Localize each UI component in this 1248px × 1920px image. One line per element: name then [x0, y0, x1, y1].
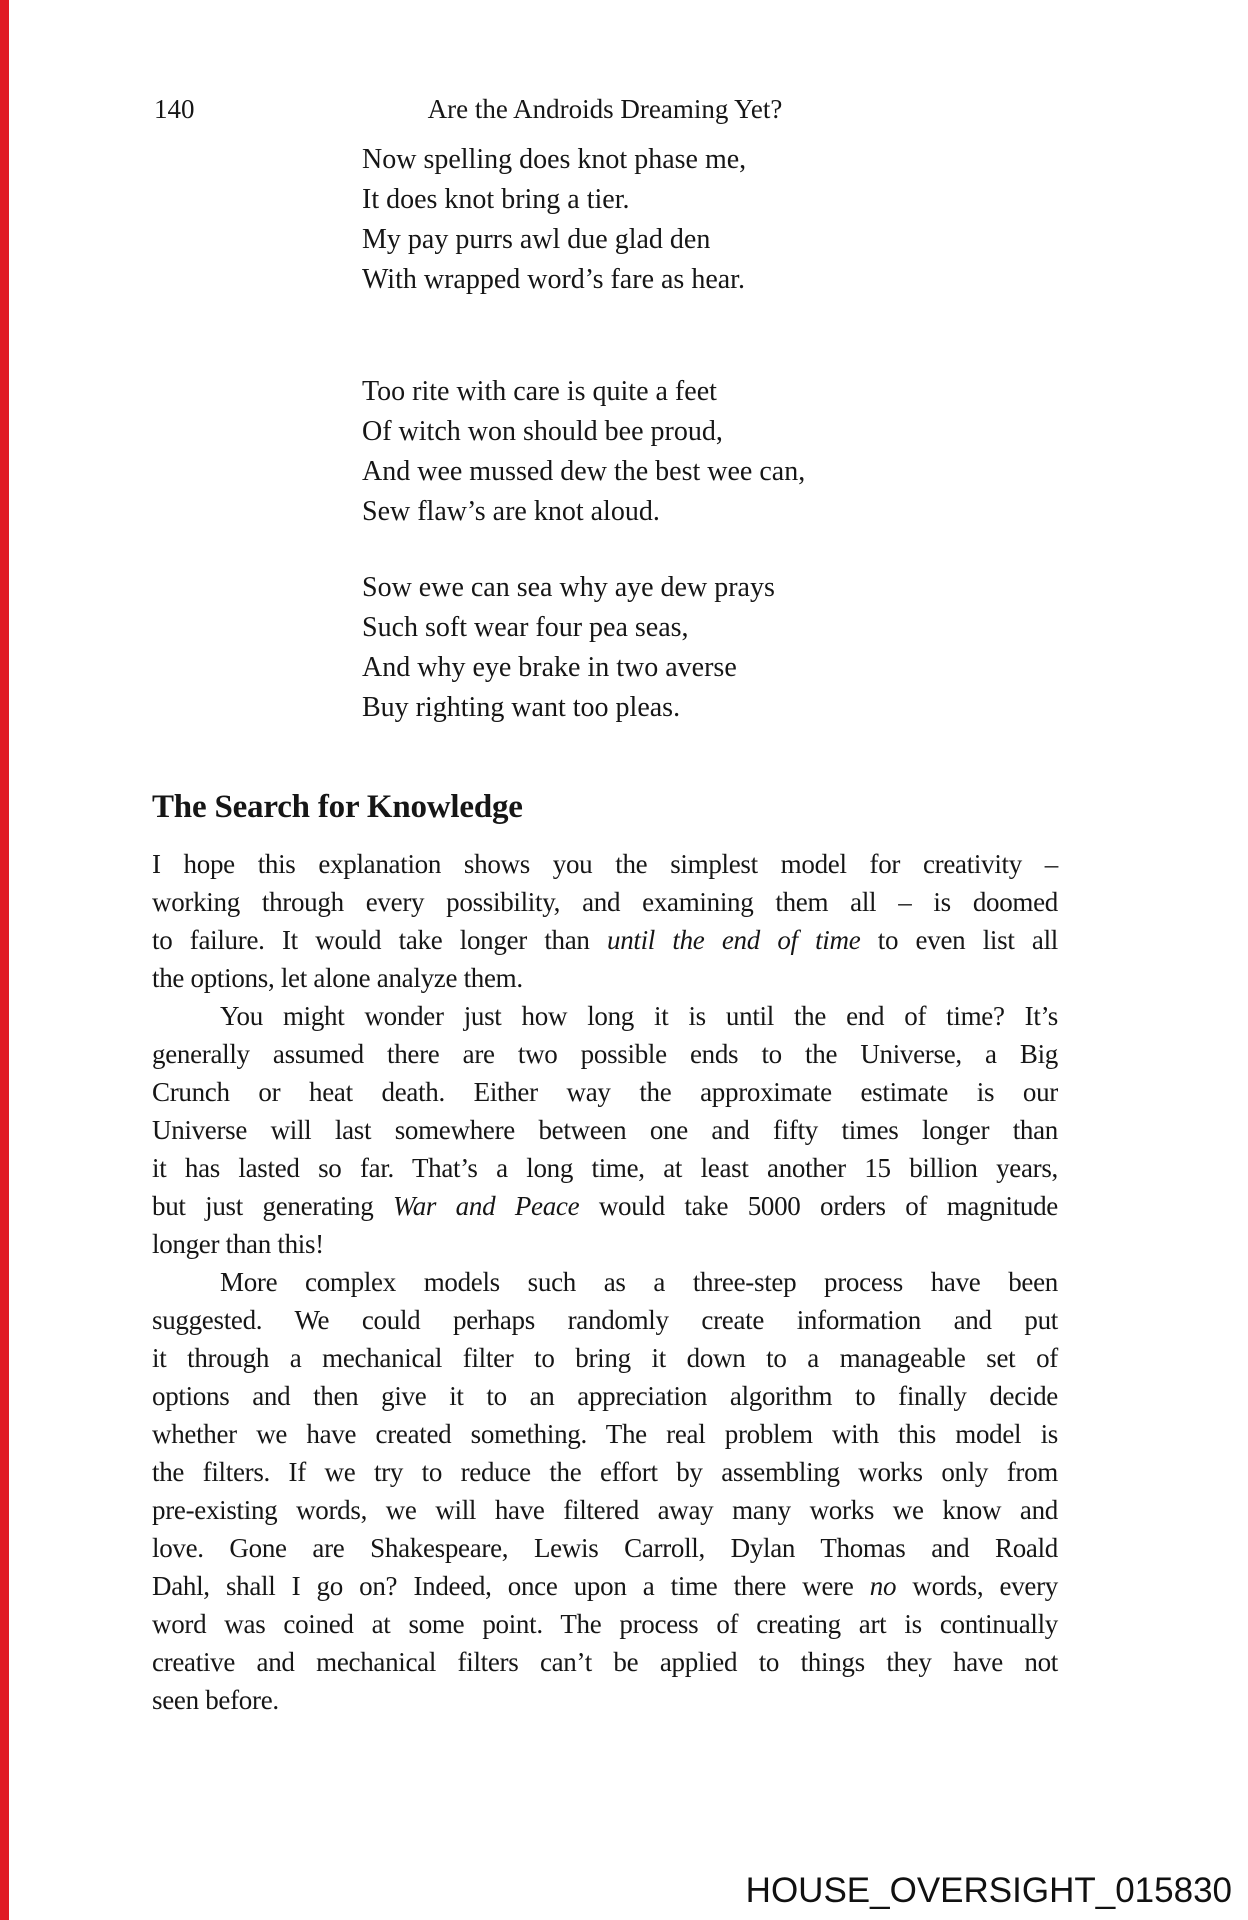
text-line	[152, 1263, 1058, 1301]
text-line	[152, 997, 1058, 1035]
plain-text: Dahl, shall I go on? Indeed, once upon a time there were	[152, 1571, 870, 1601]
text-line	[152, 1681, 1058, 1719]
poem-line: Of witch won should bee proud,	[362, 416, 723, 447]
paragraph	[152, 1263, 1058, 1719]
plain-text: working through every possibility, and examining them all – is doomed	[152, 887, 1058, 917]
plain-text: Crunch or heat death. Either way the approximate estimate is our	[152, 1077, 1058, 1107]
page-number: 140	[154, 94, 195, 124]
plain-text: Universe will last somewhere between one and fifty times longer than	[152, 1115, 1058, 1145]
poem-line: Buy righting want too pleas.	[362, 692, 681, 723]
plain-text: it has lasted so far. That’s a long time, at least another 15 billion years,	[152, 1153, 1058, 1183]
poem-line: Too rite with care is quite a feet	[362, 376, 717, 407]
plain-text: longer than this!	[152, 1229, 324, 1259]
paragraph	[152, 845, 1058, 997]
running-title: Are the Androids Dreaming Yet?	[427, 94, 783, 124]
text-line	[152, 1529, 1058, 1567]
text-line	[152, 1643, 1058, 1681]
italic-text: no	[869, 1571, 897, 1601]
text-line	[152, 1073, 1058, 1111]
text-line	[152, 1605, 1058, 1643]
plain-text: You might wonder just how long it is until the end of time? It’s	[220, 1001, 1058, 1031]
poem-line: Such soft wear four pea seas,	[362, 612, 689, 643]
poem-stanza	[362, 568, 775, 728]
text-line	[152, 1301, 1058, 1339]
text-line	[152, 1415, 1058, 1453]
plain-text: the options, let alone analyze them.	[152, 963, 523, 993]
plain-text: generally assumed there are two possible ends to the Universe, a Big	[152, 1039, 1058, 1069]
page-header	[152, 94, 1058, 124]
plain-text: to failure. It would take longer than	[152, 925, 607, 955]
italic-text: until the end of time	[607, 925, 861, 955]
body-text	[152, 845, 1058, 1719]
poem-line: Sow ewe can sea why aye dew prays	[362, 572, 775, 603]
plain-text: love. Gone are Shakespeare, Lewis Carroll, Dylan Thomas and Roald	[152, 1533, 1058, 1563]
plain-text: the filters. If we try to reduce the effort by assembling works only from	[152, 1457, 1058, 1487]
text-line	[152, 959, 1058, 997]
poem-line: And why eye brake in two averse	[362, 652, 737, 683]
plain-text: words, every	[896, 1571, 1058, 1601]
text-line	[152, 1111, 1058, 1149]
plain-text: suggested. We could perhaps randomly create information and put	[152, 1305, 1058, 1335]
plain-text: to even list all	[860, 925, 1058, 955]
plain-text: pre-existing words, we will have filtered away many works we know and	[152, 1495, 1058, 1525]
poem-stanza	[362, 372, 805, 532]
text-line	[152, 1035, 1058, 1073]
text-line	[152, 883, 1058, 921]
text-line	[152, 1225, 1058, 1263]
paragraph	[152, 997, 1058, 1263]
text-line	[152, 1149, 1058, 1187]
plain-text: I hope this explanation shows you the simplest model for creativity –	[152, 849, 1058, 879]
text-line	[152, 1453, 1058, 1491]
poem-line: With wrapped word’s fare as hear.	[362, 264, 745, 295]
section-heading: The Search for Knowledge	[152, 789, 523, 825]
plain-text: but just generating	[152, 1191, 394, 1221]
poem-line: Now spelling does knot phase me,	[362, 144, 747, 175]
red-edge-stripe	[0, 0, 9, 1920]
text-line	[152, 1377, 1058, 1415]
text-line	[152, 1567, 1058, 1605]
text-line	[152, 1491, 1058, 1529]
italic-text: War and Peace	[393, 1191, 580, 1221]
plain-text: whether we have created something. The real problem with this model is	[152, 1419, 1058, 1449]
text-line	[152, 845, 1058, 883]
text-line	[152, 1339, 1058, 1377]
plain-text: options and then give it to an appreciation algorithm to finally decide	[152, 1381, 1058, 1411]
body-column	[152, 786, 1058, 1719]
text-line	[152, 921, 1058, 959]
plain-text: More complex models such as a three-step process have been	[220, 1267, 1058, 1297]
poem-line: My pay purrs awl due glad den	[362, 224, 711, 255]
plain-text: creative and mechanical filters can’t be applied to things they have not	[152, 1647, 1058, 1677]
poem-line: It does knot bring a tier.	[362, 184, 630, 215]
poem-line: And wee mussed dew the best wee can,	[362, 456, 806, 487]
poem-stanza	[362, 140, 746, 300]
bates-stamp: HOUSE_OVERSIGHT_015830	[745, 1871, 1232, 1910]
plain-text: word was coined at some point. The process of creating art is continually	[152, 1609, 1058, 1639]
plain-text: seen before.	[152, 1685, 279, 1715]
poem-line: Sew flaw’s are knot aloud.	[362, 496, 660, 527]
plain-text: would take 5000 orders of magnitude	[579, 1191, 1058, 1221]
text-line	[152, 1187, 1058, 1225]
plain-text: it through a mechanical filter to bring it down to a manageable set of	[152, 1343, 1058, 1373]
